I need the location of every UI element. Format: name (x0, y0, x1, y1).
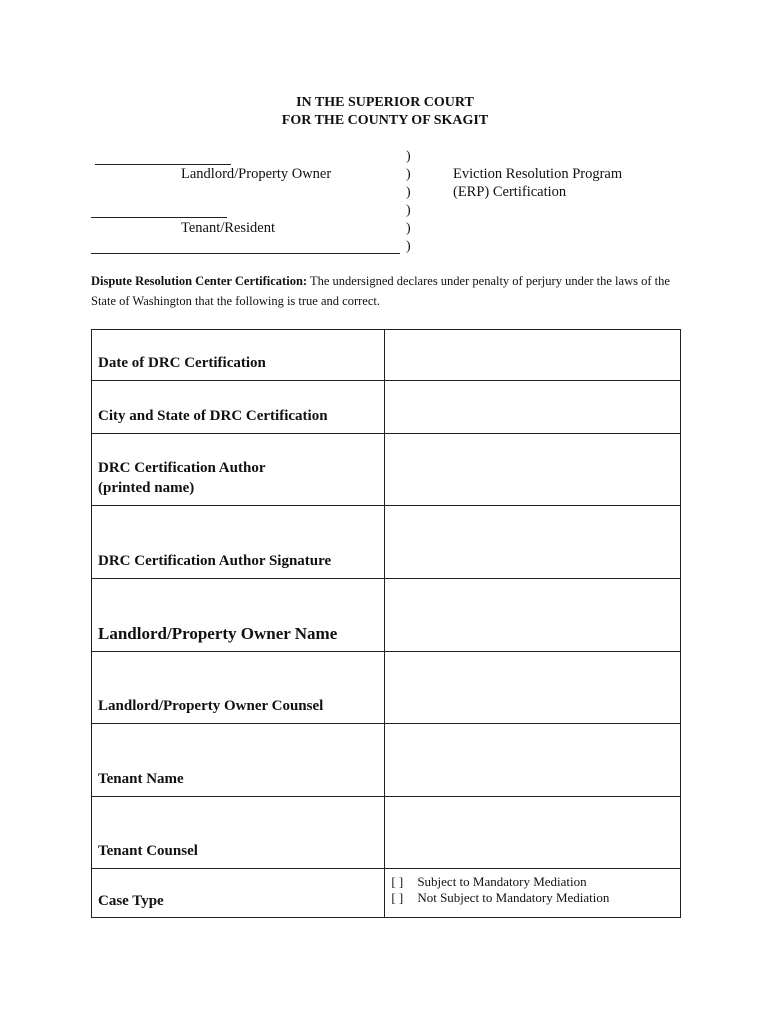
mandatory-mediation-checkbox[interactable]: [ ] (391, 874, 404, 889)
caption-paren: ) (406, 221, 411, 236)
table-row (92, 579, 681, 652)
program-title-line2: (ERP) Certification (453, 184, 567, 200)
city-state-label: City and State of DRC Certification (92, 381, 385, 434)
author-signature-field[interactable] (385, 506, 681, 579)
not-mandatory-mediation-option[interactable] (391, 890, 674, 906)
caption-paren: ) (406, 203, 411, 218)
author-label-line2: (printed name) (98, 480, 195, 496)
table-row (92, 506, 681, 579)
table-row (92, 869, 681, 918)
date-of-drc-certification-field[interactable] (385, 330, 681, 381)
table-row (92, 381, 681, 434)
tenant-name-field[interactable] (385, 724, 681, 797)
caption-paren: ) (406, 239, 411, 254)
landlord-owner-name-field[interactable] (385, 579, 681, 652)
table-row (92, 652, 681, 724)
caption-paren: ) (406, 185, 411, 200)
certification-statement (91, 271, 691, 311)
court-title-line2: FOR THE COUNTY OF SKAGIT (281, 113, 489, 128)
caption-bottom-line (91, 253, 400, 254)
not-mandatory-mediation-label: Not Subject to Mandatory Mediation (417, 890, 610, 905)
author-label-line1: DRC Certification Author (98, 460, 266, 476)
caption-paren: ) (406, 167, 411, 182)
table-row (92, 434, 681, 506)
certification-text: The undersigned declares under penalty of perjury under the laws of the State of Washington that the following is true and correct. (91, 274, 670, 308)
not-mandatory-mediation-checkbox[interactable]: [ ] (391, 890, 404, 905)
table-row (92, 797, 681, 869)
tenant-name-line[interactable] (91, 217, 227, 218)
case-type-label: Case Type (92, 869, 385, 918)
certification-form-table (91, 329, 681, 918)
date-of-drc-certification-label: Date of DRC Certification (92, 330, 385, 381)
program-title-line1: Eviction Resolution Program (453, 166, 623, 182)
table-row (92, 330, 681, 381)
mandatory-mediation-option[interactable] (391, 874, 674, 890)
landlord-owner-name-label: Landlord/Property Owner Name (92, 579, 385, 652)
caption-paren: ) (406, 149, 411, 164)
table-row (92, 724, 681, 797)
author-signature-label: DRC Certification Author Signature (92, 506, 385, 579)
author-printed-name-label (92, 434, 385, 506)
landlord-owner-counsel-label: Landlord/Property Owner Counsel (92, 652, 385, 724)
certification-heading: Dispute Resolution Center Certification: (91, 274, 308, 288)
tenant-label: Tenant/Resident (181, 220, 276, 236)
city-state-field[interactable] (385, 381, 681, 434)
tenant-counsel-field[interactable] (385, 797, 681, 869)
mandatory-mediation-label: Subject to Mandatory Mediation (417, 874, 587, 889)
court-title-line1: IN THE SUPERIOR COURT (296, 95, 474, 110)
landlord-owner-counsel-field[interactable] (385, 652, 681, 724)
landlord-label: Landlord/Property Owner (181, 166, 332, 182)
case-type-field (385, 869, 681, 918)
tenant-counsel-label: Tenant Counsel (92, 797, 385, 869)
tenant-name-label: Tenant Name (92, 724, 385, 797)
author-printed-name-field[interactable] (385, 434, 681, 506)
